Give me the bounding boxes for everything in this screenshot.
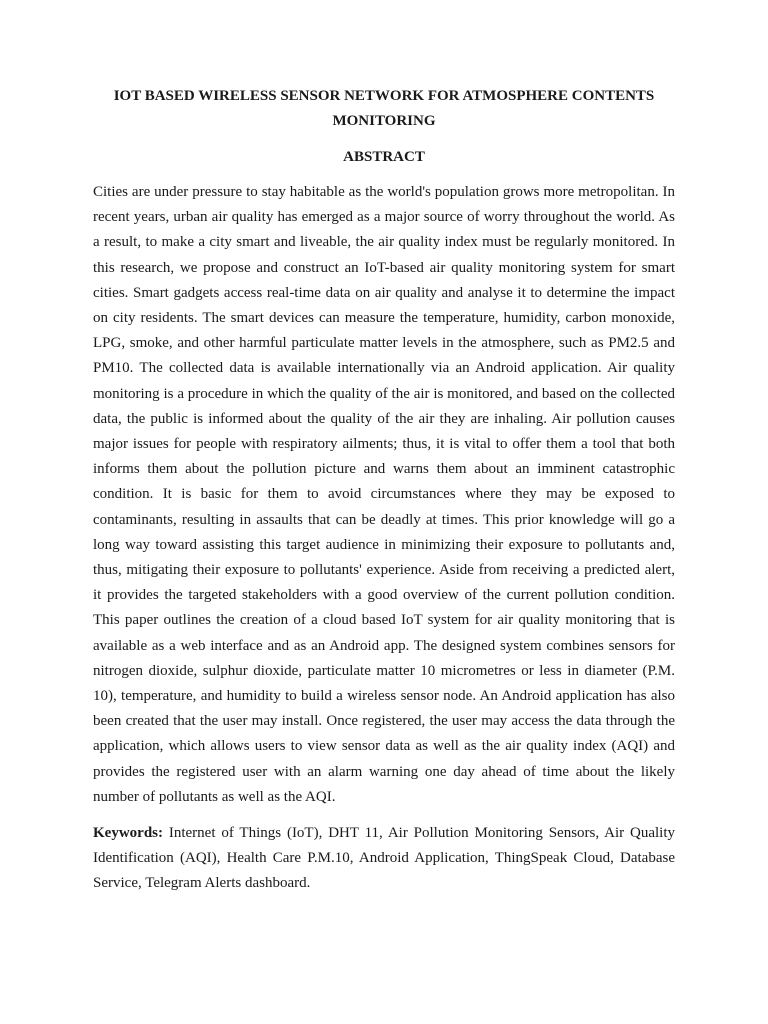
document-page [93,84,675,897]
abstract-heading: ABSTRACT [343,149,425,165]
keywords-paragraph [93,821,675,897]
keywords-list: Internet of Things (IoT), DHT 11, Air Pollution Monitoring Sensors, Air Quality Identification (AQI), Health Care P.M.10, Android Application, ThingSpeak Cloud, Database Service, Telegram Alerts dashboard. [93,825,676,892]
abstract-body: Cities are under pressure to stay habitable as the world's population grows more metropolitan. In recent years, urban air quality has emerged as a major source of worry throughout the world. As a result, to make a city smart and liveable, the air quality index must be regularly monitored. In this research, we propose and construct an IoT-based air quality monitoring system for smart cities. Smart gadgets access real-time data on air quality and analyse it to determine the impact on city residents. The smart devices can measure the temperature, humidity, carbon monoxide, LPG, smoke, and other harmful particulate matter levels in the atmosphere, such as PM2.5 and PM10. The collected data is available internationally via an Android application. Air quality monitoring is a procedure in which the quality of the air is monitored, and based on the collected data, the public is informed about the quality of the air they are inhaling. Air pollution causes major issues for people with respiratory ailments; thus, it is vital to offer them a tool that both informs them about the pollution picture and warns them about an imminent catastrophic condition. It is basic for them to avoid circumstances where they may be exposed to contaminants, resulting in assaults that can be deadly at times. This prior knowledge will go a long way toward assisting this target audience in minimizing their exposure to pollutants and, thus, mitigating their exposure to pollutants' experience. Aside from receiving a predicted alert, it provides the targeted stakeholders with a good overview of the current pollution condition. This paper outlines the creation of a cloud based IoT system for air quality monitoring that is available as a web interface and as an Android app. The designed system combines sensors for nitrogen dioxide, sulphur dioxide, particulate matter 10 micrometres or less in diameter (P.M. 10), temperature, and humidity to build a wireless sensor node. An Android application has also been created that the user may install. Once registered, the user may access the data through the application, which allows users to view sensor data as well as the air quality index (AQI) and provides the registered user with an alarm warning one day ahead of time about the likely number of pollutants as well as the AQI. [93,184,675,805]
keywords-label: Keywords: [93,825,163,842]
paper-title: IOT BASED WIRELESS SENSOR NETWORK FOR ATMOSPHERE CONTENTS MONITORING [113,88,655,129]
